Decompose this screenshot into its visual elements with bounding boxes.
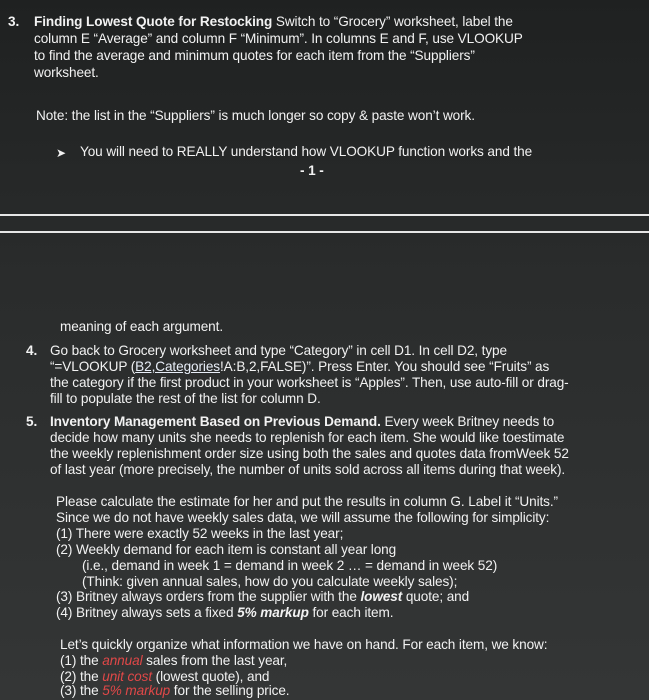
item-5-line-1 [50, 414, 554, 430]
item-3-number: 3. [8, 14, 20, 29]
assumption-2: (2) Weekly demand for each item is constant all year long [56, 542, 397, 557]
known-2-pre: (2) the [60, 669, 103, 684]
bullet-arrow-icon: ➤ [56, 146, 66, 160]
known-3-post: for the selling price. [170, 683, 290, 698]
item-3-line-3: to find the average and minimum quotes for each item from the “Suppliers” [34, 48, 475, 63]
item-5-line-4: of last year (more precisely, the number of units sold across all items during that week). [50, 462, 566, 477]
known-1-emphasis: annual [102, 653, 143, 668]
assumption-3 [56, 589, 469, 605]
assumption-2-detail: (i.e., demand in week 1 = demand in week 2 … = demand in week 52) [82, 558, 498, 573]
item-3-line-2: column E “Average” and column F “Minimum”. In columns E and F, use VLOOKUP [34, 31, 523, 46]
assumption-2-think: (Think: given annual sales, how do you calculate weekly sales); [82, 574, 458, 589]
item-5-title: Inventory Management Based on Previous Demand. [50, 414, 381, 429]
assumption-4-post: for each item. [308, 605, 394, 620]
item-4-line-4: fill to populate the rest of the list for column D. [50, 391, 321, 406]
known-3 [60, 683, 289, 699]
item-3-line-4: worksheet. [34, 65, 99, 80]
item-4-formula-post: !A:B,2,FALSE)”. Press Enter. You should see “Fruits” as [220, 359, 550, 374]
item-4-formula-link[interactable]: B2,Categories [135, 359, 220, 374]
continuation-text: meaning of each argument. [60, 319, 223, 334]
item-3-line-1 [34, 14, 513, 30]
item-4-line-3: the category if the first product in your worksheet is “Apples”. Then, use auto-fill or drag- [50, 375, 569, 390]
assumption-1: (1) There were exactly 52 weeks in the last year; [56, 526, 344, 541]
known-3-emphasis: 5% markup [102, 683, 171, 698]
item-3-bullet-text: You will need to REALLY understand how VLOOKUP function works and the [80, 144, 533, 159]
item-5-line-2: decide how many units she needs to replenish for each item. She would like toestimate [50, 430, 565, 445]
assumption-4-emphasis: 5% markup [237, 605, 309, 620]
known-3-pre: (3) the [60, 683, 103, 698]
assumption-3-post: quote; and [402, 589, 470, 604]
page-number: - 1 - [300, 163, 324, 178]
page-break-rule-top [0, 214, 649, 216]
known-1-pre: (1) the [60, 653, 103, 668]
assumption-4-pre: (4) Britney always sets a fixed [56, 605, 238, 620]
item-4-line-1: Go back to Grocery worksheet and type “Category” in cell D1. In cell D2, type [50, 343, 507, 358]
known-2-emphasis: unit cost [102, 669, 152, 684]
item-3-note: Note: the list in the “Suppliers” is much longer so copy & paste won’t work. [36, 108, 475, 123]
known-1-post: sales from the last year, [142, 653, 288, 668]
item-5-para-1: Please calculate the estimate for her and put the results in column G. Label it “Units.” [56, 494, 558, 509]
item-3-line-1-rest: Switch to “Grocery” worksheet, label the [272, 14, 513, 29]
known-2-post: (lowest quote), and [152, 669, 270, 684]
item-4-number: 4. [26, 343, 38, 358]
known-1 [60, 653, 287, 669]
item-4-line-2 [50, 359, 549, 375]
item-5-number: 5. [26, 414, 38, 429]
item-5-line-1-rest: Every week Britney needs to [380, 414, 555, 429]
item-3-title: Finding Lowest Quote for Restocking [34, 14, 273, 29]
assumption-3-pre: (3) Britney always orders from the supplier with the [56, 589, 361, 604]
item-5-question: Let’s quickly organize what information we have on hand. For each item, we know: [60, 637, 548, 652]
assumption-4 [56, 605, 393, 621]
item-5-para-2: Since we do not have weekly sales data, we will assume the following for simplicity: [56, 510, 550, 525]
assumption-3-emphasis: lowest [360, 589, 403, 604]
page-break-rule-bottom [0, 231, 649, 233]
item-5-line-3: the weekly replenishment order size using both the sales and quotes data fromWeek 52 [50, 446, 569, 461]
item-4-formula-pre: “=VLOOKUP ( [50, 359, 136, 374]
